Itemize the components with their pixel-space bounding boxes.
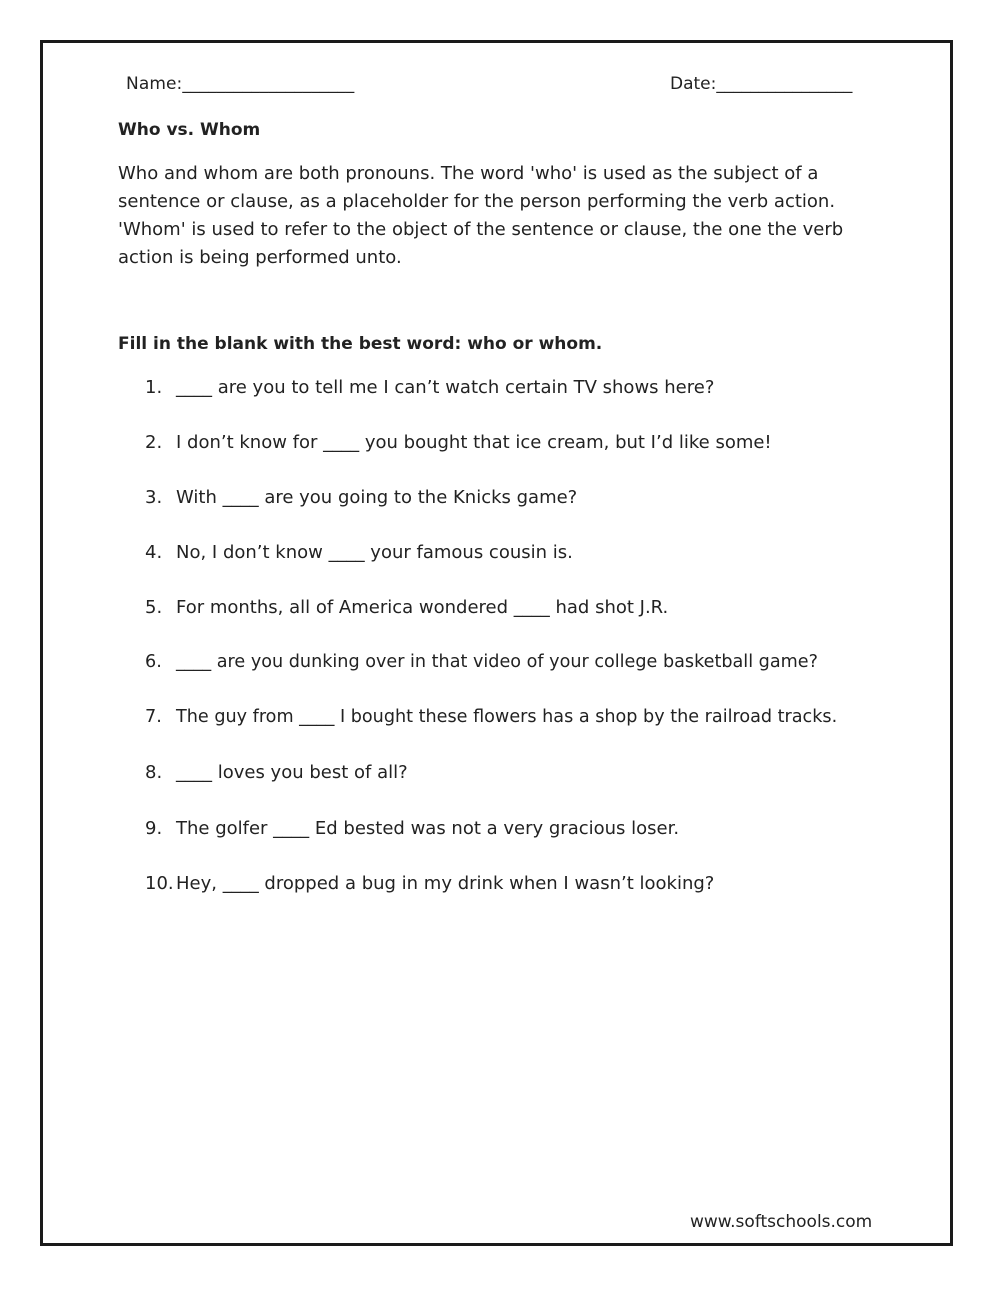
question-item	[145, 652, 818, 672]
question-item	[145, 542, 573, 563]
intro-paragraph: Who and whom are both pronouns. The word 'who' is used as the subject of a sentence or clause, as a placeholder for the person performing the verb action. 'Whom' is used to refer to the object of the sentence or clause, the one the verb action is being performed unto.	[118, 163, 844, 268]
question-number: 10.	[145, 873, 174, 894]
question-text: ____ are you to tell me I can’t watch certain TV shows here?	[176, 377, 715, 398]
date-field[interactable]: Date:________________	[670, 74, 853, 94]
worksheet-title: Who vs. Whom	[118, 120, 261, 140]
question-text: Hey, ____ dropped a bug in my drink when I wasn’t looking?	[176, 873, 715, 894]
question-text: With ____ are you going to the Knicks game?	[176, 487, 578, 508]
question-item	[145, 873, 714, 894]
question-item	[145, 597, 668, 618]
question-text: No, I don’t know ____ your famous cousin is.	[176, 542, 573, 563]
question-text: For months, all of America wondered ____ had shot J.R.	[176, 597, 669, 618]
question-number: 6.	[145, 652, 162, 672]
question-item	[145, 707, 837, 727]
question-text: I don’t know for ____ you bought that ice cream, but I’d like some!	[176, 432, 772, 453]
question-number: 2.	[145, 432, 163, 453]
question-number: 5.	[145, 597, 163, 618]
name-field[interactable]: Name:____________________	[126, 74, 355, 94]
question-text: The guy from ____ I bought these flowers has a shop by the railroad tracks.	[176, 707, 838, 727]
question-number: 1.	[145, 377, 163, 398]
footer-url: www.softschools.com	[690, 1212, 873, 1232]
question-item	[145, 377, 714, 398]
question-number: 9.	[145, 818, 163, 839]
question-text: The golfer ____ Ed bested was not a very gracious loser.	[176, 818, 680, 839]
question-item	[145, 487, 577, 508]
question-item	[145, 432, 772, 453]
question-text: ____ loves you best of all?	[176, 762, 408, 783]
question-number: 4.	[145, 542, 163, 563]
question-text: ____ are you dunking over in that video of your college basketball game?	[176, 652, 818, 672]
question-number: 3.	[145, 487, 163, 508]
instructions: Fill in the blank with the best word: who or whom.	[118, 334, 603, 354]
question-item	[145, 762, 408, 783]
question-number: 8.	[145, 762, 163, 783]
question-number: 7.	[145, 707, 162, 727]
question-item	[145, 818, 679, 839]
